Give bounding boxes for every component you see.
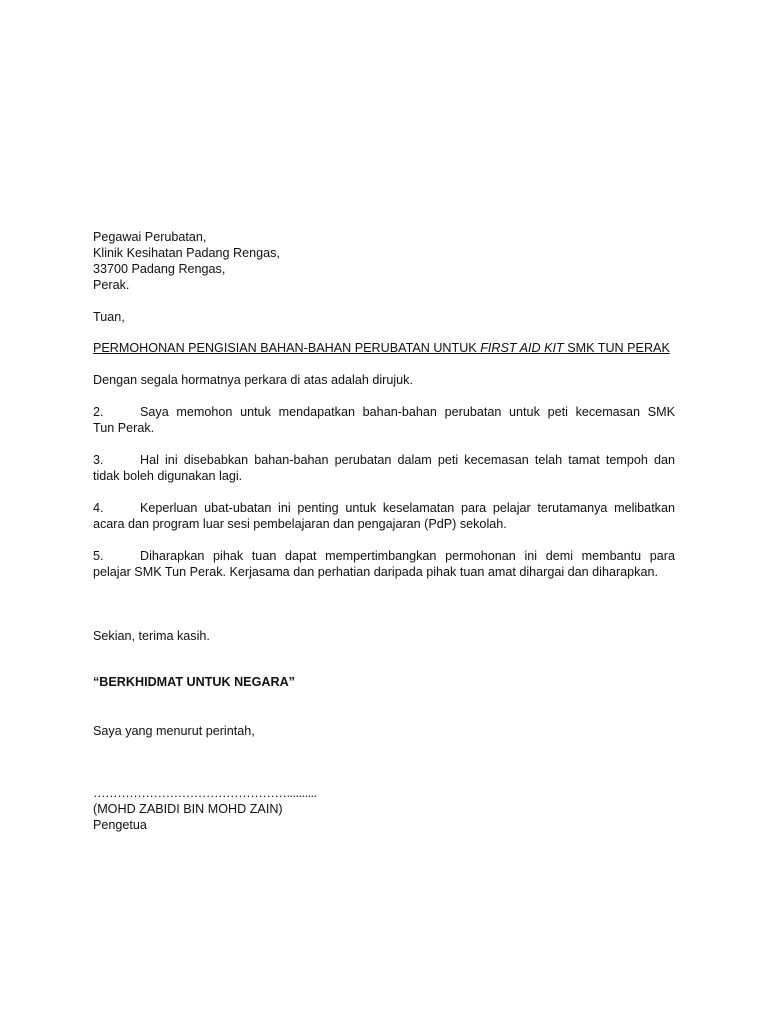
paragraph-2-text-1: Saya memohon untuk mendapatkan bahan-bahan perubatan untuk peti kecemasan SMK [140,405,675,419]
opening-line: Dengan segala hormatnya perkara di atas adalah dirujuk. [93,373,413,387]
subject-italic: FIRST AID KIT [480,341,564,355]
paragraph-3-text-1: Hal ini disebabkan bahan-bahan perubatan dalam peti kecemasan telah tamat tempoh dan [140,453,675,467]
sign-off: Saya yang menurut perintah, [93,724,255,738]
paragraph-4-line-1 [93,500,675,516]
paragraph-2-line-1 [93,404,675,420]
paragraph-3-line-1 [93,452,675,468]
motto: “BERKHIDMAT UNTUK NEGARA” [93,675,295,689]
paragraph-4-text-1: Keperluan ubat-ubatan ini penting untuk keselamatan para pelajar terutamanya melibatkan [140,501,675,515]
recipient-line-3: 33700 Padang Rengas, [93,262,226,276]
paragraph-2-text-2: Tun Perak. [93,421,155,435]
signatory-name: (MOHD ZABIDI BIN MOHD ZAIN) [93,802,283,816]
paragraph-5-text-2: pelajar SMK Tun Perak. Kerjasama dan perhatian daripada pihak tuan amat dihargai dan diharapkan. [93,565,658,579]
salutation: Tuan, [93,310,125,324]
subject-line [93,340,675,356]
paragraph-3-text-2: tidak boleh digunakan lagi. [93,469,243,483]
paragraph-2 [93,404,675,436]
paragraph-5-line-1 [93,548,675,564]
recipient-line-4: Perak. [93,278,130,292]
signature-line: ………………………………………….......... [93,786,317,800]
letter-body [93,229,675,833]
paragraph-4 [93,500,675,532]
closing-line: Sekian, terima kasih. [93,629,210,643]
subject-suffix: SMK TUN PERAK [563,341,670,355]
subject-prefix: PERMOHONAN PENGISIAN BAHAN-BAHAN PERUBATAN UNTUK [93,341,481,355]
recipient-line-2: Klinik Kesihatan Padang Rengas, [93,246,280,260]
paragraph-3 [93,452,675,484]
paragraph-4-number: 4. [93,501,104,515]
paragraph-4-text-2: acara dan program luar sesi pembelajaran dan pengajaran (PdP) sekolah. [93,517,507,531]
recipient-line-1: Pegawai Perubatan, [93,230,207,244]
signatory-title: Pengetua [93,818,147,832]
paragraph-3-number: 3. [93,453,104,467]
paragraph-5-text-1: Diharapkan pihak tuan dapat mempertimbangkan permohonan ini demi membantu para [140,549,675,563]
recipient-address [93,229,675,293]
paragraph-5-number: 5. [93,549,104,563]
paragraph-2-number: 2. [93,405,104,419]
paragraph-5 [93,548,675,580]
